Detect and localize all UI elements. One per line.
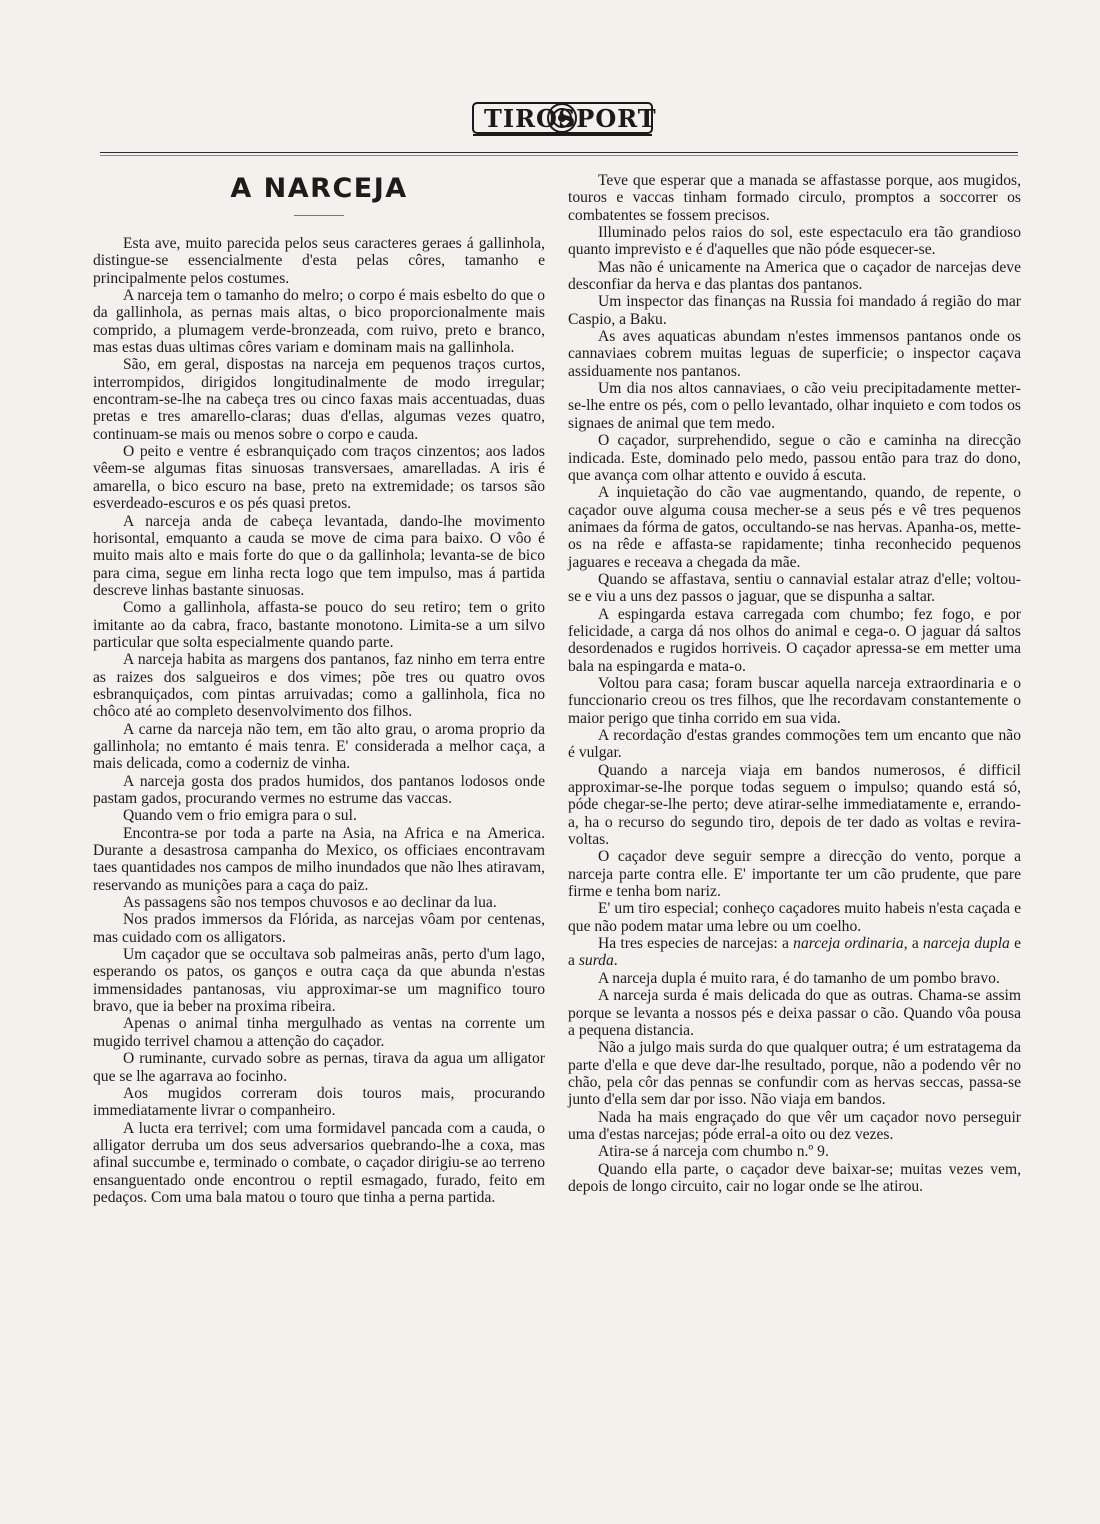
- paragraph: Atira-se á narceja com chumbo n.º 9.: [598, 1143, 829, 1161]
- paragraph: Quando ella parte, o caçador deve baixar-se; muitas vezes vem, depois de longo circuito, cair no logar onde se lhe atirou.: [568, 1160, 1021, 1195]
- paragraph: A recordação d'estas grandes commoções tem um encanto que não é vulgar.: [568, 727, 1021, 762]
- paragraph: Voltou para casa; foram buscar aquella narceja extraordinaria e o funccionario creou os tres filhos, que lhe recordavam constantemente o maior perigo que tinha corrido em sua vida.: [568, 674, 1021, 727]
- species-surda: surda: [578, 952, 614, 970]
- paragraph: As aves aquaticas abundam n'estes immensos pantanos onde os cannaviaes cobrem muitas leguas de superficie; o inspector caçava assiduamente nos pantanos.: [568, 328, 1021, 380]
- paragraph: A narceja habita as margens dos pantanos, faz ninho em terra entre as raizes dos salgueiros e dos vimes; põe tres ou quatro ovos esbranquiçados, com pintas arruivadas; como a gallinhola, fica no chôco até ao completo desenvolvimento dos filhos.: [93, 651, 545, 721]
- paragraph: Um inspector das finanças na Russia foi mandado á região do mar Caspio, a Baku.: [568, 293, 1021, 328]
- paragraph: Um caçador que se occultava sob palmeiras anãs, perto d'um lago, esperando os patos, os ganços e outra caça da que abunda n'estas immensidades pantanosas, viu approximar-se um magnifico touro bravo, que ia beber na proxima ribeira.: [93, 946, 545, 1016]
- paragraph: A narceja gosta dos prados humidos, dos pantanos lodosos onde pastam gados, procurando vermes no estrume das vaccas.: [93, 772, 545, 807]
- paragraph: As passagens são nos tempos chuvosos e ao declinar da lua.: [123, 894, 497, 912]
- paragraph: Quando vem o frio emigra para o sul.: [123, 807, 357, 825]
- masthead-left-word: TIRO: [484, 103, 558, 133]
- paragraph: Quando se affastava, sentiu o cannavial estalar atraz d'elle; voltou-se e viu a uns dez passos o jaguar, que se dispunha a saltar.: [568, 570, 1021, 606]
- paragraph: Illuminado pelos raios do sol, este espectaculo era tão grandioso quanto imprevisto e é d'aquelles que não póde esquecer-se.: [568, 224, 1021, 259]
- paragraph: Nos prados immersos da Flórida, as narcejas vôam por centenas, mas cuidado com os alligators.: [93, 911, 545, 946]
- paragraph: Um dia nos altos cannaviaes, o cão veiu precipitadamente metter-se-lhe entre os pés, com o pello levantado, olhar inquieto e com todos os signaes de animal que tem medo.: [568, 380, 1021, 432]
- paragraph: São, em geral, dispostas na narceja em pequenos traços curtos, interrompidos, dirigidos longitudinalmente de modo irregular; encontram-se-lhe na cabeça tres ou cinco faxas mais accentuadas, duas pretas e tres amarello-claras; duas d'ellas, algumas vezes quatro, continuam-se mais ou menos sobre o corpo e cauda.: [93, 356, 545, 443]
- species-paragraph: [568, 935, 1021, 970]
- paragraph: A narceja surda é mais delicada do que as outras. Chama-se assim porque se levanta a nossos pés e deixa passar o cão. Quando vôa pousa a pequena distancia.: [568, 987, 1021, 1039]
- paragraph: Encontra-se por toda a parte na Asia, na Africa e na America. Durante a desastrosa campanha do Mexico, os officiaes encontravam taes quantidades nos campos de milho inundados que não lhes atiravam, reservando as munições para a caça do paiz.: [93, 824, 545, 894]
- paragraph: A espingarda estava carregada com chumbo; fez fogo, e por felicidade, a carga dá nos olhos do animal e cega-o. O jaguar dá saltos desordenados e rugidos horriveis. O caçador apressa-se em metter uma bala na espingarda e mata-o.: [568, 605, 1021, 675]
- paragraph: A narceja anda de cabeça levantada, dando-lhe movimento horisontal, emquanto a cauda se move de cima para baixo. O vôo é muito mais alto e mais forte do que o da gallinhola; levanta-se de bico para cima, segue em linha recta logo que tem impulso, mas á partida descreve linhas bastante sinuosas.: [93, 512, 545, 599]
- paragraph: Quando a narceja viaja em bandos numerosos, é difficil approximar-se-lhe porque todas seguem o impulso; quando está só, póde chegar-se-lhe perto; deve atirar-selhe immediatamente e, errando-a, ha o recurso do segundo tiro, depois de ter dado as voltas e revira-voltas.: [568, 761, 1021, 849]
- header-rule-thin: [100, 155, 1018, 156]
- header-rule: [100, 152, 1018, 153]
- paragraph: Nada ha mais engraçado do que vêr um caçador novo perseguir uma d'estas narcejas; póde erral-a oito ou dez vezes.: [568, 1108, 1021, 1143]
- paragraph: A carne da narceja não tem, em tão alto grau, o aroma proprio da gallinhola; no emtanto é mais tenra. E' considerada a melhor caça, a mais delicada, como a coderniz de vinha.: [93, 720, 545, 773]
- species-dupla: narceja dupla: [923, 935, 1010, 953]
- paragraph: O peito e ventre é esbranquiçado com traços cinzentos; aos lados vêem-se algumas fitas sinuosas transversaes, amarelladas. A iris é amarella, o bico escuro na base, preto na extremidade; os tarsos são esverdeado-escuros e os pés quasi pretos.: [93, 443, 545, 513]
- species-comma: , a: [903, 935, 923, 953]
- paragraph: O caçador, surprehendido, segue o cão e caminha na direcção indicada. Este, dominado pelo medo, passou então para traz do dono, que avança com olhar attento e ouvido á escuta.: [568, 432, 1021, 484]
- title-divider: [294, 215, 344, 216]
- paragraph: E' um tiro especial; conheço caçadores muito habeis n'esta caçada e que não podem matar uma lebre ou um coelho.: [568, 900, 1021, 935]
- left-column: [93, 172, 545, 1206]
- paragraph: Apenas o animal tinha mergulhado as ventas na corrente um mugido terrivel chamou a attenção do caçador.: [93, 1015, 545, 1050]
- paragraph: Não a julgo mais surda do que qualquer outra; é um estratagema da parte d'ella e que deve dar-lhe resultado, porque, não a podendo vêr no chão, pela côr das pennas se confundir com as hervas seccas, passa-se junto d'ella sem dar por isso. Não viaja em bandos.: [568, 1039, 1021, 1109]
- right-column: [568, 172, 1021, 1195]
- species-and: e a: [568, 935, 1021, 970]
- species-before: Ha tres especies de narcejas: a: [598, 935, 794, 953]
- paragraph: A lucta era terrivel; com uma formidavel pancada com a cauda, o alligator derruba um dos seus adversarios quebrando-lhe a coxa, mas afinal succumbe e, terminado o combate, o caçador dirigiu-se ao terreno ensanguentado onde encontrou o reptil esmagado, furado, feito em pedaços. Com uma bala matou o touro que tinha a perna partida.: [93, 1119, 545, 1206]
- paragraph: Como a gallinhola, affasta-se pouco do seu retiro; tem o grito imitante ao da cabra, fraco, bastante monotono. Limita-se a um silvo particular que solta especialmente quando parte.: [93, 599, 545, 651]
- paragraph: Mas não é unicamente na America que o caçador de narcejas deve desconfiar da herva e das plantas dos pantanos.: [568, 258, 1021, 294]
- species-end: .: [613, 952, 618, 970]
- paragraph: A narceja tem o tamanho do melro; o corpo é mais esbelto do que o da gallinhola, as pernas mais altas, o bico proporcionalmente mais comprido, a plumagem verde-bronzeada, com ruivo, preto e branco, mas estas duas ultimas côres variam e dominam mais na gallinhola.: [93, 287, 545, 357]
- paragraph: A narceja dupla é muito rara, é do tamanho de um pombo bravo.: [598, 969, 1000, 987]
- paragraph: Teve que esperar que a manada se affastasse porque, aos mugidos, touros e vaccas tinham formado circulo, promptos a soccorrer os combatentes se fossem precisos.: [568, 172, 1021, 224]
- paragraph: O ruminante, curvado sobre as pernas, tirava da agua um alligator que se lhe agarrava ao focinho.: [93, 1050, 545, 1085]
- article-title: A NARCEJA: [230, 173, 408, 204]
- paragraph: Aos mugidos correram dois touros mais, procurando immediatamente livrar o companheiro.: [93, 1084, 545, 1120]
- masthead-right-word: SPORT: [557, 103, 657, 133]
- paragraph: O caçador deve seguir sempre a direcção do vento, porque a narceja parte contra elle. E' importante ter um cão prudente, que pare firme e tenha bom nariz.: [568, 848, 1021, 901]
- paragraph: Esta ave, muito parecida pelos seus caracteres geraes á gallinhola, distingue-se essencialmente d'esta pelas côres, tamanho e principalmente pelos costumes.: [93, 235, 545, 287]
- paragraph: A inquietação do cão vae augmentando, quando, de repente, o caçador ouve alguma cousa mecher-se a seus pés e vê tres pequenos animaes da fórma de gatos, occultando-se nas hervas. Apanha-os, mette-os na rêde e affasta-se rapidamente; tinha reconhecido pequenos jaguares e receava a chegada da mãe.: [568, 484, 1021, 571]
- masthead-logo: [470, 95, 655, 141]
- species-ordinaria: narceja ordinaria: [793, 935, 904, 953]
